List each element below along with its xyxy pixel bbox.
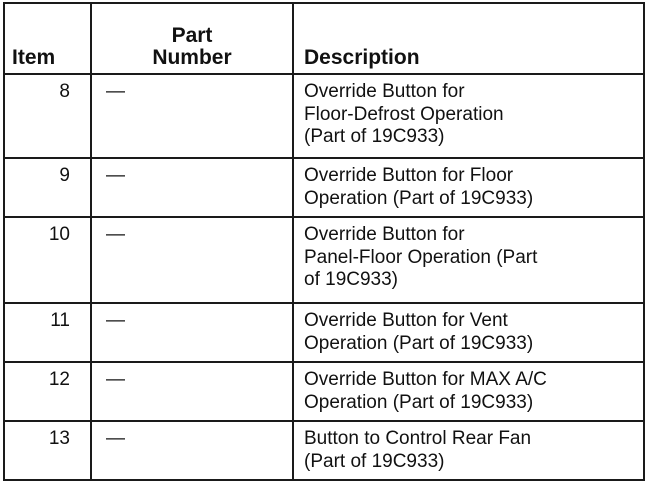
parts-table: [3, 2, 645, 481]
part-number: —: [91, 158, 293, 217]
description: [293, 421, 644, 480]
item-number: 8: [4, 74, 91, 158]
description-line: Override Button for MAX A/C: [304, 369, 547, 390]
header-part-number-line2: Number: [152, 46, 232, 69]
table-row: [4, 421, 644, 480]
description-line: of 19C933): [304, 269, 399, 290]
description: [293, 362, 644, 421]
description: [293, 217, 644, 303]
part-number: —: [91, 421, 293, 480]
description-line: Operation (Part of 19C933): [304, 187, 534, 209]
description-line: Operation (Part of 19C933): [304, 391, 534, 413]
description-line: Button to Control Rear Fan: [304, 428, 532, 449]
description: [293, 303, 644, 362]
description: [293, 158, 644, 217]
table-row: [4, 158, 644, 217]
part-number: —: [91, 303, 293, 362]
table-row: [4, 217, 644, 303]
part-number: —: [91, 362, 293, 421]
description-line: Override Button for: [304, 224, 465, 245]
item-number: 11: [4, 303, 91, 362]
table-row: [4, 74, 644, 158]
table-body: [4, 74, 644, 480]
header-description: Description: [293, 3, 644, 74]
item-number: 13: [4, 421, 91, 480]
item-number: 9: [4, 158, 91, 217]
part-number: —: [91, 217, 293, 303]
table-row: [4, 303, 644, 362]
description-line: Panel-Floor Operation (Part: [304, 246, 538, 268]
description-line: Override Button for Vent: [304, 310, 508, 331]
part-number: —: [91, 74, 293, 158]
description-line: Override Button for: [304, 81, 465, 102]
header-part-number: [91, 3, 293, 74]
header-part-number-line1: Part: [171, 24, 213, 47]
description-line: (Part of 19C933): [304, 450, 445, 472]
description-line: Override Button for Floor: [304, 165, 514, 186]
item-number: 12: [4, 362, 91, 421]
description-line: Operation (Part of 19C933): [304, 332, 534, 354]
header-row: [4, 3, 644, 74]
description-line: (Part of 19C933): [304, 126, 445, 147]
header-item: Item: [4, 3, 91, 74]
description: [293, 74, 644, 158]
description-line: Floor-Defrost Operation: [304, 103, 504, 125]
item-number: 10: [4, 217, 91, 303]
table-row: [4, 362, 644, 421]
